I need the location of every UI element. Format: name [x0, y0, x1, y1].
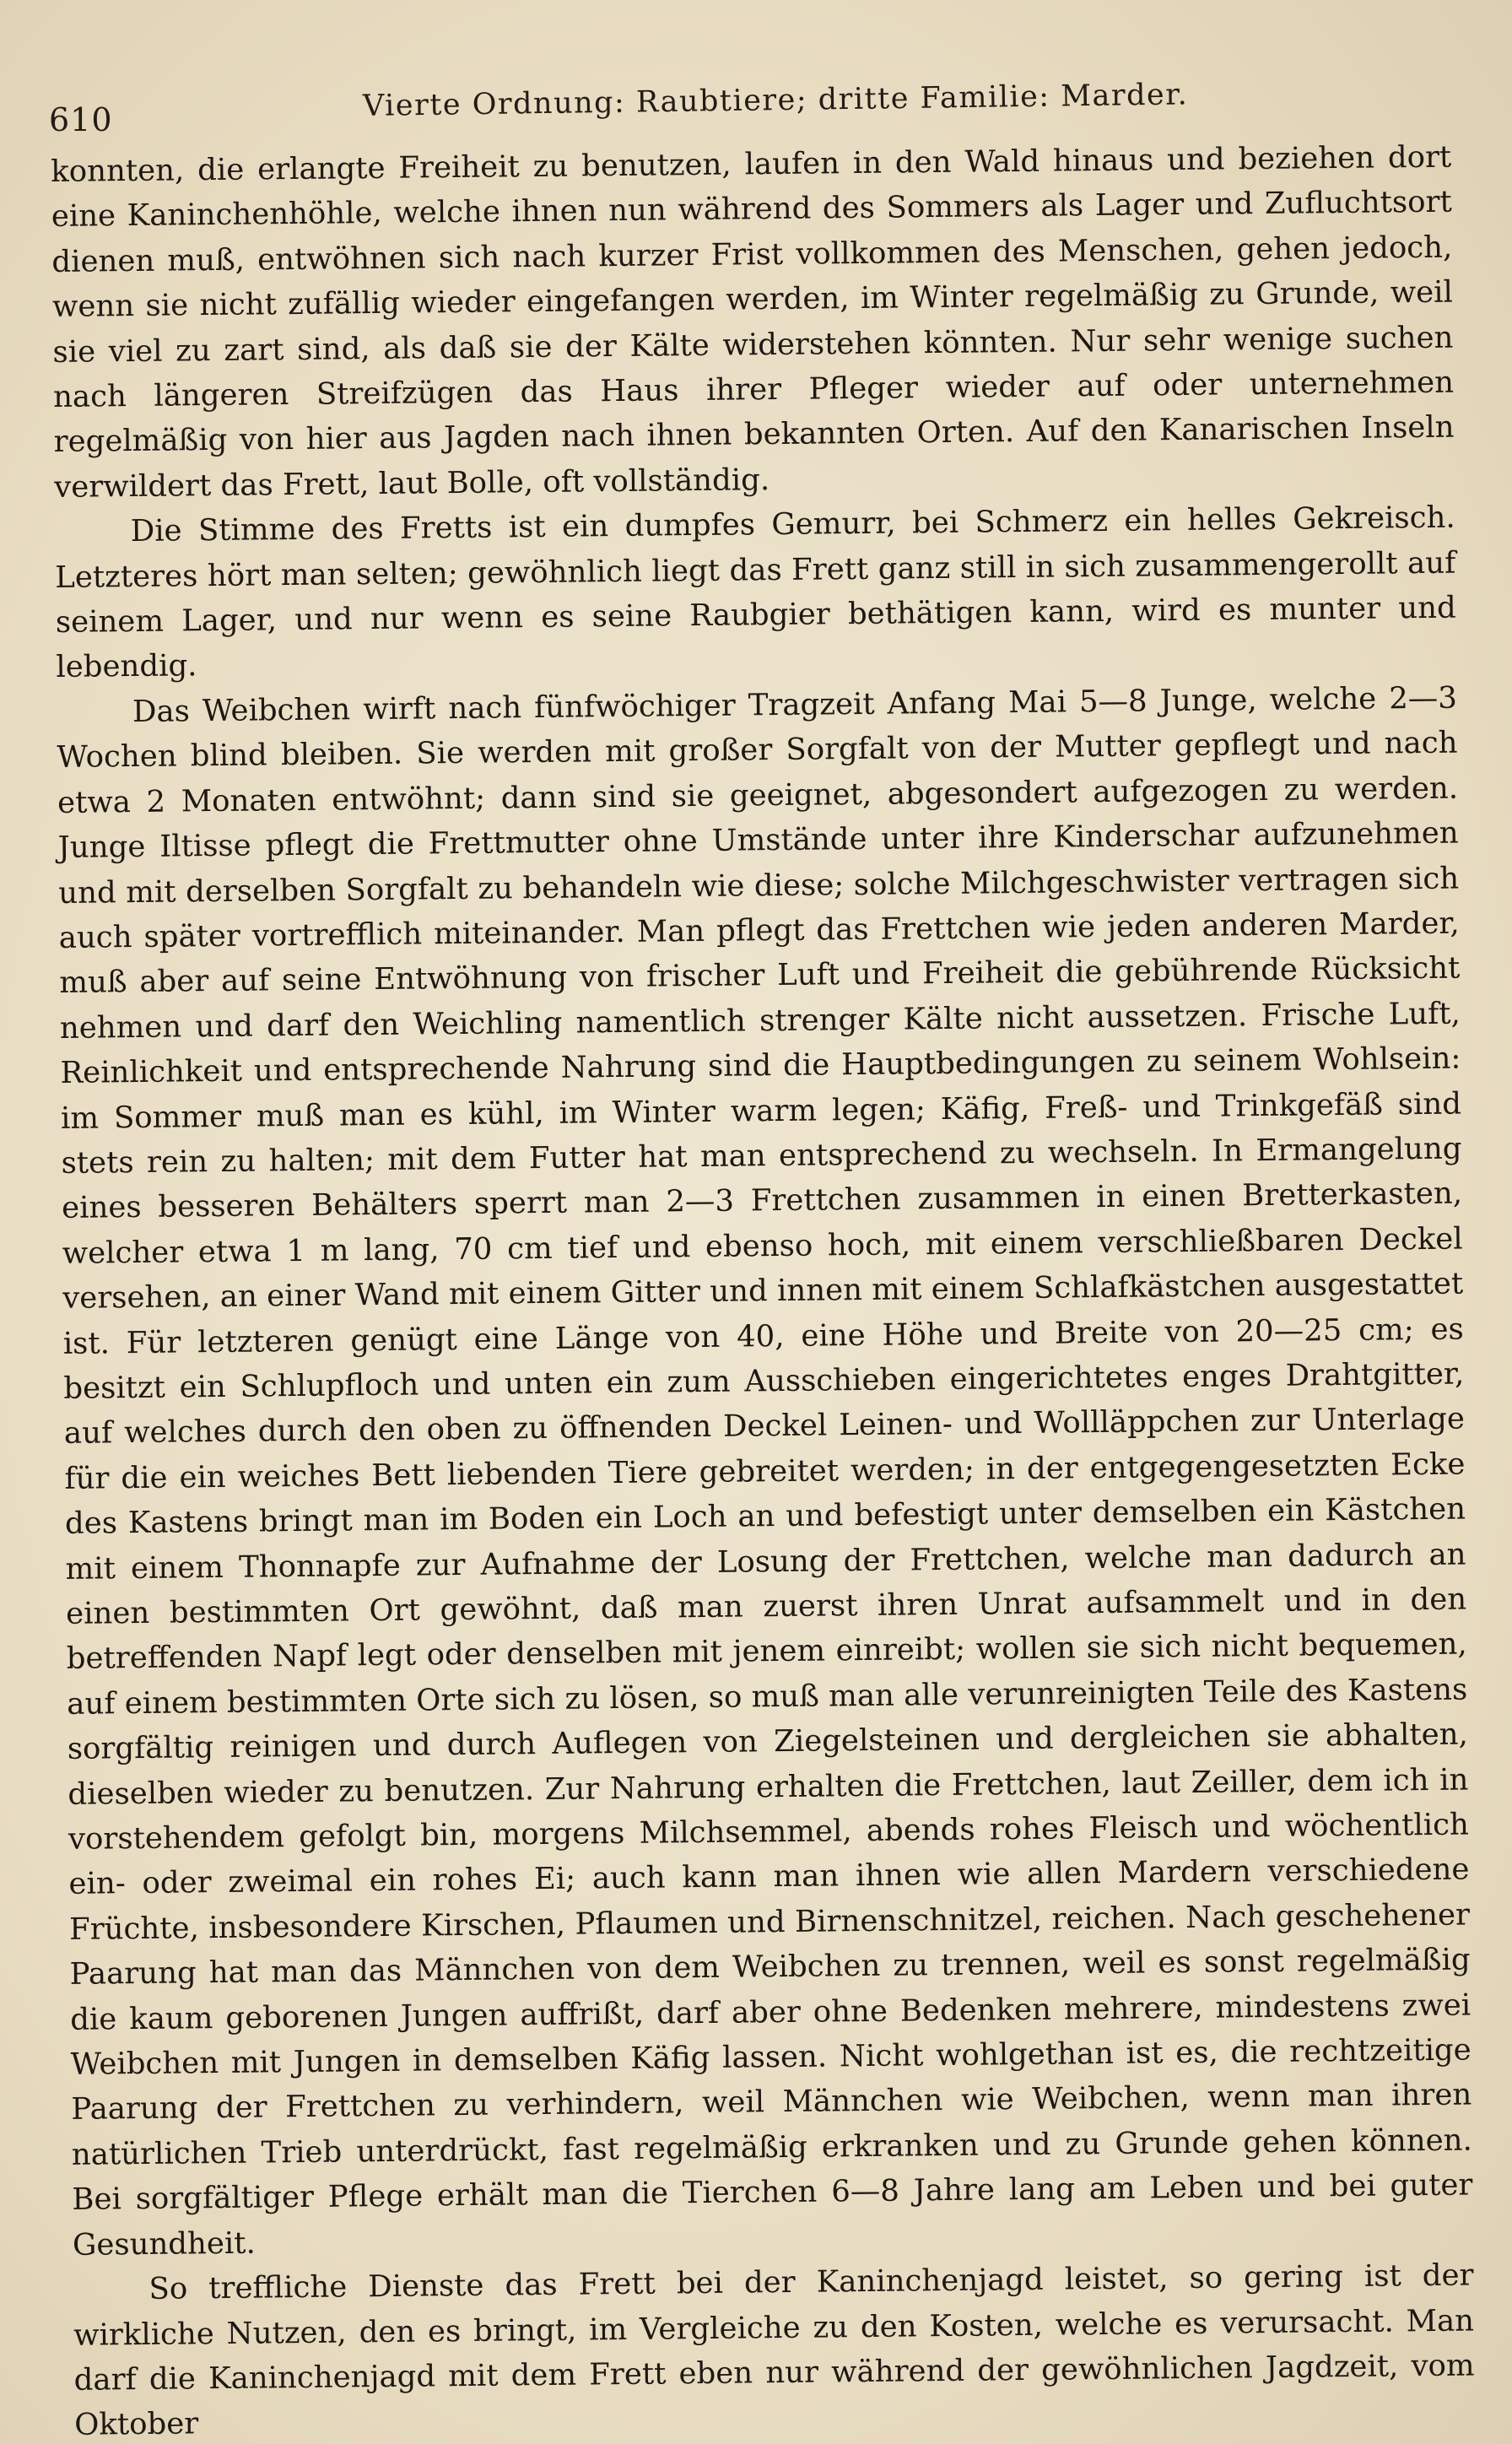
paragraph-2: Die Stimme des Fretts ist ein dumpfes Gemurr, bei Schmerz ein helles Gekreisch. Letzteres hört man selten; gewöhnlich liegt das Frett ganz still in sich zusammengerollt auf seinem Lager, und nur wenn es seine Raubgier bethätigen kann, wird es munter und lebendig.	[55, 500, 1456, 685]
page-header	[49, 78, 1450, 142]
body-text	[51, 135, 1475, 2444]
paragraph-4: So treffliche Dienste das Frett bei der Kaninchenjagd leistet, so gering ist der wirkliche Nutzen, den es bringt, im Vergleiche zu den Kosten, welche es verursacht. Man darf die Kaninchenjagd mit dem Frett eben nur während der gewöhnlichen Jagdzeit, vom Oktober	[73, 2257, 1475, 2443]
paragraph-3: Das Weibchen wirft nach fünfwöchiger Tragzeit Anfang Mai 5—8 Junge, welche 2—3 Wochen blind bleiben. Sie werden mit großer Sorgfalt von der Mutter gepflegt und nach etwa 2 Monaten entwöhnt; dann sind sie geeignet, abgesondert aufgezogen zu werden. Junge Iltisse pflegt die Frettmutter ohne Umstände unter ihre Kinderschar aufzunehmen und mit derselben Sorgfalt zu behandeln wie diese; solche Milchgeschwister vertragen sich auch später vortrefflich miteinander. Man pflegt das Frettchen wie jeden anderen Marder, muß aber auf seine Entwöhnung von frischer Luft und Freiheit die gebührende Rücksicht nehmen und darf den Weichling namentlich strenger Kälte nicht aussetzen. Frische Luft, Reinlichkeit und entsprechende Nahrung sind die Hauptbedingungen zu seinem Wohlsein: im Sommer muß man es kühl, im Winter warm legen; Käfig, Freß- und Trinkgefäß sind stets rein zu halten; mit dem Futter hat man entsprechend zu wechseln. In Ermangelung eines besseren Behälters sperrt man 2—3 Frettchen zusammen in einen Bretterkasten, welcher etwa 1 m lang, 70 cm tief und ebenso hoch, mit einem verschließbaren Deckel versehen, an einer Wand mit einem Gitter und innen mit einem Schlafkästchen ausgestattet ist. Für letzteren genügt eine Länge von 40, eine Höhe und Breite von 20—25 cm; es besitzt ein Schlupfloch und unten ein zum Ausschieben eingerichtetes enges Drahtgitter, auf welches durch den oben zu öffnenden Deckel Leinen- und Wollläppchen zur Unterlage für die ein weiches Bett liebenden Tiere gebreitet werden; in der entgegengesetzten Ecke des Kastens bringt man im Boden ein Loch an und befestigt unter demselben ein Kästchen mit einem Thonnapfe zur Aufnahme der Losung der Frettchen, welche man dadurch an einen bestimmten Ort gewöhnt, daß man zuerst ihren Unrat aufsammelt und in den betreffenden Napf legt oder denselben mit jenem einreibt; wollen sie sich nicht bequemen, auf einem bestimmten Orte sich zu lösen, so muß man alle verunreinigten Teile des Kastens sorgfältig reinigen und durch Auflegen von Ziegelsteinen und dergleichen sie abhalten, dieselben wieder zu benutzen. Zur Nahrung erhalten die Frettchen, laut Zeiller, dem ich in vorstehendem gefolgt bin, morgens Milchsemmel, abends rohes Fleisch und wöchentlich ein- oder zweimal ein rohes Ei; auch kann man ihnen wie allen Mardern verschiedene Früchte, insbesondere Kirschen, Pflaumen und Birnenschnitzel, reichen. Nach geschehener Paarung hat man das Männchen von dem Weibchen zu trennen, weil es sonst regelmäßig die kaum geborenen Jungen auffrißt, darf aber ohne Bedenken mehrere, mindestens zwei Weibchen mit Jungen in demselben Käfig lassen. Nicht wohlgethan ist es, die rechtzeitige Paarung der Frettchen zu verhindern, weil Männchen wie Weibchen, wenn man ihren natürlichen Trieb unterdrückt, fast regelmäßig erkranken und zu Grunde gehen können. Bei sorgfältiger Pflege erhält man die Tierchen 6—8 Jahre lang am Leben und bei guter Gesundheit.	[57, 680, 1473, 2263]
page-number: 610	[49, 101, 113, 138]
paragraph-1: konnten, die erlangte Freiheit zu benutzen, laufen in den Wald hinaus und beziehen dort eine Kaninchenhöhle, welche ihnen nun während des Sommers als Lager und Zufluchtsort dienen muß, entwöhnen sich nach kurzer Frist vollkommen des Menschen, gehen jedoch, wenn sie nicht zufällig wieder eingefangen werden, im Winter regelmäßig zu Grunde, weil sie viel zu zart sind, als daß sie der Kälte widerstehen könnten. Nur sehr wenige suchen nach längeren Streifzügen das Haus ihrer Pfleger wieder auf oder unternehmen regelmäßig von hier aus Jagden nach ihnen bekannten Orten. Auf den Kanarischen Inseln verwildert das Frett, laut Bolle, oft vollständig.	[51, 139, 1455, 505]
running-title: Vierte Ordnung: Raubtiere; dritte Familie: Marder.	[362, 78, 1189, 123]
